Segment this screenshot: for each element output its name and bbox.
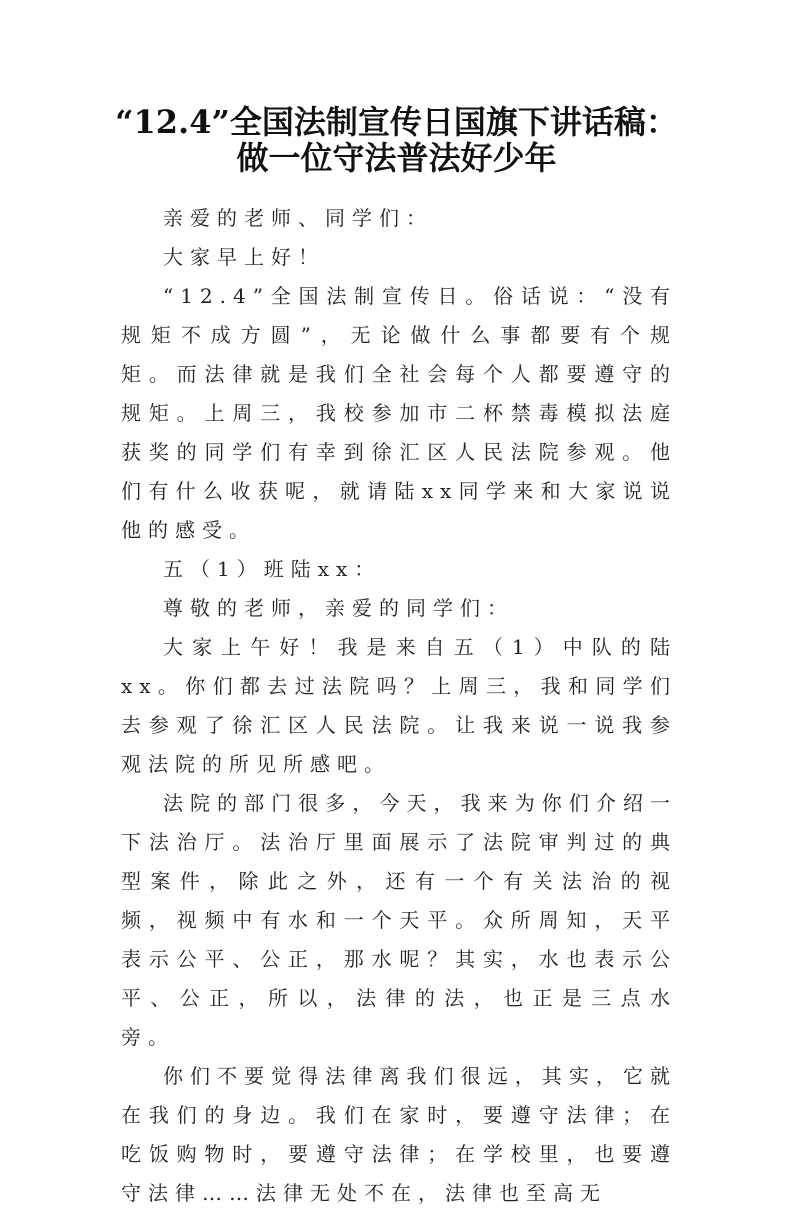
paragraph-law-everywhere: 你们不要觉得法律离我们很远，其实，它就在我们的身边。我们在家时，要遵守法律；在吃饭购物时，要遵守法律；在学校里，也要遵守法律……法律无处不在，法律也至高无	[121, 1064, 677, 1205]
title-line-1: “12.4”全国法制宣传日国旗下讲话稿：	[115, 103, 678, 141]
paragraph-intro: “12.4”全国法制宣传日。俗话说：“没有规矩不成方圆”，无论做什么事都要有个规矩。而法律就是我们全社会每个人都要遵守的规矩。上周三，我校参加市二杯禁毒模拟法庭获奖的同学们有幸到徐汇区人民法院参观。他们有什么收获呢，就请陆xx同学来和大家说说他的感受。	[121, 284, 677, 542]
title-line-2: 做一位守法普法好少年	[236, 139, 557, 177]
greeting: 大家早上好！	[163, 245, 325, 269]
document-title	[60, 104, 733, 176]
speaker-label: 五（1）班陆xx：	[163, 557, 382, 581]
document-body	[121, 199, 677, 1213]
paragraph-court-hall: 法院的部门很多，今天，我来为你们介绍一下法治厅。法治厅里面展示了法院审判过的典型案件，除此之外，还有一个有关法治的视频，视频中有水和一个天平。众所周知，天平表示公平、公正，那水呢？其实，水也表示公平、公正，所以，法律的法，也正是三点水旁。	[121, 791, 677, 1049]
speaker-salutation: 尊敬的老师，亲爱的同学们：	[163, 596, 514, 620]
paragraph-speaker-intro: 大家上午好！我是来自五（1）中队的陆xx。你们都去过法院吗？上周三，我和同学们去参观了徐汇区人民法院。让我来说一说我参观法院的所见所感吧。	[121, 635, 677, 776]
salutation: 亲爱的老师、同学们：	[163, 206, 433, 230]
